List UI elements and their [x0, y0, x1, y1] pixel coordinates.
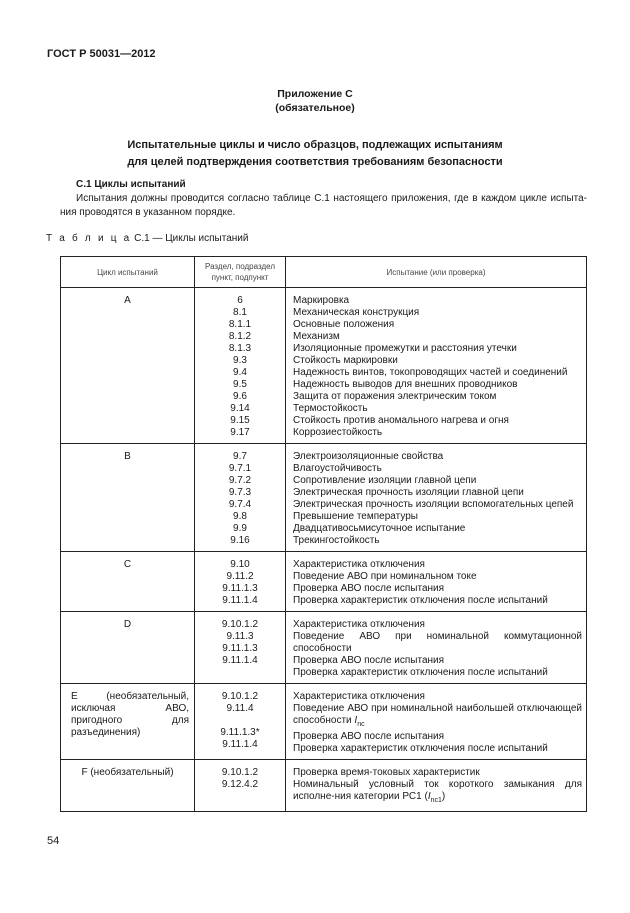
test-cell: [286, 552, 587, 612]
section-ref: 9.11.1.3: [222, 643, 258, 654]
test-name-text: Изоляционные промежутки и расстояния утечки: [293, 343, 517, 354]
section-ref: 9.5: [233, 379, 247, 390]
header-cycle: Цикл испытаний: [61, 257, 195, 288]
test-name-text: Трекингостойкость: [293, 535, 380, 546]
section-ref: 9.14: [230, 403, 250, 414]
current-symbol-subscript: nc1: [430, 797, 442, 804]
section-text-body: Испытания должны проводится согласно таблице С.1 настоящего приложения, где в каждом цикле испыта-ния проводятся в указанном порядке.: [60, 193, 587, 218]
test-name: [293, 295, 582, 307]
section-ref: 9.6: [233, 391, 247, 402]
table-row: [61, 552, 587, 612]
standard-code: ГОСТ Р 50031—2012: [47, 48, 156, 60]
section-ref: 8.1: [233, 307, 247, 318]
test-name-text: Поведение АВО при номинальном токе: [293, 571, 477, 582]
section-ref-cell: [195, 288, 286, 444]
cycle-label: D: [123, 619, 132, 630]
test-name-text: Сопротивление изоляции главной цепи: [293, 475, 477, 486]
section-ref: 9.11.2: [226, 571, 254, 582]
test-name-text: Характеристика отключения: [293, 619, 425, 630]
cycle-cell: [61, 612, 195, 684]
test-name-text: Проверка АВО после испытания: [293, 731, 445, 742]
section-ref: 9.10.1.2: [221, 767, 259, 778]
test-name: [293, 743, 582, 755]
test-name: [293, 391, 582, 403]
page-number: 54: [47, 835, 60, 847]
test-name: [293, 451, 582, 463]
test-name: [293, 331, 582, 343]
section-ref: 8.1.3: [228, 343, 252, 354]
test-name: [293, 731, 582, 743]
section-ref: 9.17: [230, 427, 250, 438]
table-caption-prefix: Т а б л и ц а: [46, 233, 132, 244]
test-name-text: Проверка характеристик отключения после испытаний: [293, 743, 548, 754]
test-name-text: Проверка характеристик отключения после испытаний: [293, 667, 548, 678]
test-cell: [286, 288, 587, 444]
test-name: [293, 307, 582, 319]
section-ref: 8.1.2: [228, 331, 252, 342]
test-name: [293, 631, 582, 655]
cycle-cell: [61, 760, 195, 812]
test-name: [293, 703, 582, 731]
table-caption-text: С.1 — Циклы испытаний: [131, 233, 249, 244]
test-name-text: Механическая конструкция: [293, 307, 420, 318]
test-name-text: Поведение АВО при номинальной коммутационной способности: [293, 631, 582, 654]
table-row: [61, 760, 587, 812]
test-cell: [286, 444, 587, 552]
section-ref: 9.7.3: [228, 487, 252, 498]
test-name-text: Поведение АВО при номинальной наибольшей отключающей способности: [293, 703, 582, 726]
section-ref: 9.11.3: [226, 631, 254, 642]
section-ref: 9.10.1.2: [221, 619, 259, 630]
test-name: Номинальный условный ток короткого замыкания для исполне-ния категории РС1 $(I_{nc1})$: [293, 779, 582, 804]
current-symbol-subscript: nc: [357, 721, 365, 728]
test-name-text: Проверка АВО после испытания: [293, 655, 445, 666]
section-ref: 9.10.1.2: [221, 691, 259, 702]
section-text: [60, 192, 587, 220]
section-ref: 9.7.4: [228, 499, 252, 510]
test-name: [293, 379, 582, 391]
section-ref: 9.11.1.3*: [220, 727, 260, 738]
test-name: [293, 475, 582, 487]
test-name: [293, 535, 582, 547]
test-name-text: Электроизоляционные свойства: [293, 451, 444, 462]
section-ref-cell: [195, 552, 286, 612]
section-ref: 9.11.1.4: [222, 655, 258, 666]
cycle-cell: [61, 684, 195, 760]
current-symbol: I: [354, 715, 358, 726]
test-cell: [286, 760, 587, 812]
section-ref: 9.15: [230, 415, 250, 426]
section-ref: 9.11.4: [226, 703, 254, 714]
test-name: [293, 511, 582, 523]
section-title: С.1 Циклы испытаний: [76, 179, 186, 190]
table-row: [61, 684, 587, 760]
test-name: [293, 343, 582, 355]
test-name: [293, 403, 582, 415]
section-ref: 8.1.1: [228, 319, 252, 330]
test-cell: [286, 612, 587, 684]
spacer: [195, 715, 285, 727]
test-cycles-table: [60, 256, 587, 812]
test-name: [293, 427, 582, 439]
test-name-text: Электрическая прочность изоляции главной цепи: [293, 487, 524, 498]
section-ref: 9.7: [233, 451, 247, 462]
test-name: [293, 667, 582, 679]
test-name: [293, 319, 582, 331]
test-name: [293, 655, 582, 667]
appendix-note: (обязательное): [275, 102, 355, 114]
test-name: [293, 583, 582, 595]
test-name: [293, 559, 582, 571]
cycle-label: С: [123, 559, 132, 570]
table-row: [61, 444, 587, 552]
section-ref: 9.7.2: [228, 475, 252, 486]
test-name-text: Характеристика отключения: [293, 691, 425, 702]
test-name: [293, 523, 582, 535]
test-name-text: Проверка характеристик отключения после испытаний: [293, 595, 548, 606]
test-name-text: Механизм: [293, 331, 340, 342]
section-ref: 9.10: [230, 559, 250, 570]
document-heading: [60, 137, 570, 171]
cycle-label: А: [124, 295, 131, 306]
section-ref-cell: [195, 760, 286, 812]
section-ref: 9.11.1.4: [222, 739, 258, 750]
test-name: [293, 415, 582, 427]
section-ref: 9.8: [233, 511, 247, 522]
test-name-text: Стойкость против аномального нагрева и огня: [293, 415, 509, 426]
test-name-text: Стойкость маркировки: [293, 355, 398, 366]
test-name-text: Маркировка: [293, 295, 350, 306]
test-name-text: Влагоустойчивость: [293, 463, 382, 474]
test-name: [293, 355, 582, 367]
cycle-label: Е (необязательный, исключая АВО, пригодного для разъединения): [71, 691, 189, 738]
section-ref: 9.12.4.2: [221, 779, 259, 790]
section-ref: 6: [237, 295, 243, 306]
test-name: [293, 595, 582, 607]
test-name: [293, 367, 582, 379]
section-ref: 9.9: [233, 523, 247, 534]
section-ref: 9.3: [233, 355, 247, 366]
test-name-text: Коррозиестойкость: [293, 427, 383, 438]
table-body: [61, 288, 587, 812]
section-ref: 9.16: [230, 535, 250, 546]
table-header-row: [61, 257, 587, 288]
heading-line-2: для целей подтверждения соответствия требованиям безопасности: [127, 156, 503, 168]
section-ref-cell: [195, 684, 286, 760]
cycle-label: F (необязательный): [81, 767, 174, 778]
test-name-text: Проверка время-токовых характеристик: [293, 767, 480, 778]
section-ref-cell: [195, 444, 286, 552]
test-cell: [286, 684, 587, 760]
current-symbol: I: [427, 791, 431, 802]
test-name-text: Электрическая прочность изоляции вспомогательных цепей: [293, 499, 574, 510]
test-name-text: Термостойкость: [293, 403, 368, 414]
test-name-text: Защита от поражения электрическим током: [293, 391, 497, 402]
cycle-cell: [61, 444, 195, 552]
test-name-text: Надежность винтов, токопроводящих частей и соединений: [293, 367, 568, 378]
section-ref: 9.4: [233, 367, 247, 378]
test-name-text: Характеристика отключения: [293, 559, 425, 570]
heading-line-1: Испытательные циклы и число образцов, подлежащих испытаниям: [127, 139, 503, 151]
header-test: Испытание (или проверка): [286, 257, 587, 288]
cycle-cell: [61, 552, 195, 612]
section-ref: 9.11.1.4: [222, 595, 258, 606]
test-name: [293, 619, 582, 631]
table-caption: [46, 233, 248, 244]
table-row: [61, 288, 587, 444]
test-name: [293, 571, 582, 583]
section-ref-cell: [195, 612, 286, 684]
test-name-text: Надежность выводов для внешних проводников: [293, 379, 518, 390]
test-name: [293, 499, 582, 511]
test-name: [293, 487, 582, 499]
section-ref: 9.7.1: [228, 463, 252, 474]
spacer: [195, 791, 285, 803]
test-name-text: Номинальный условный ток короткого замыкания для исполне-ния категории РС1: [293, 779, 582, 802]
test-name: [293, 463, 582, 475]
test-name-text: Основные положения: [293, 319, 395, 330]
header-section: Раздел, подраздел пункт, подпункт: [195, 257, 286, 288]
appendix-title: Приложение С: [277, 88, 353, 100]
test-name: [293, 767, 582, 779]
test-name-text: Превышение температуры: [293, 511, 418, 522]
cycle-cell: [61, 288, 195, 444]
cycle-label: В: [124, 451, 131, 462]
table-row: [61, 612, 587, 684]
test-name: [293, 691, 582, 703]
test-name-text: Проверка АВО после испытания: [293, 583, 445, 594]
section-ref: 9.11.1.3: [222, 583, 258, 594]
test-name-text: Двадцативосьмисуточное испытание: [293, 523, 466, 534]
